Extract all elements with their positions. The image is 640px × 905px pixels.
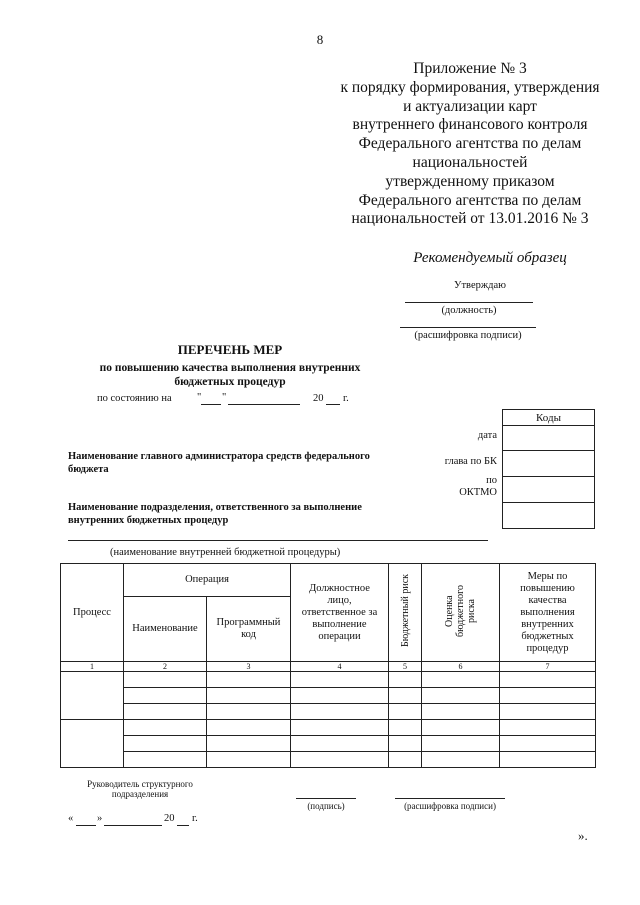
official-header-line: выполнение bbox=[312, 618, 367, 630]
col-number: 7 bbox=[500, 662, 596, 672]
measures-table bbox=[60, 563, 596, 768]
code-date-cell[interactable] bbox=[503, 426, 595, 451]
head-label-line: подразделения bbox=[111, 789, 169, 799]
footer-year-prefix: 20 bbox=[164, 813, 175, 824]
footer-signature-caption: (подпись) bbox=[307, 801, 345, 811]
head-label-line: Руководитель структурного bbox=[87, 779, 193, 789]
appendix-line: Приложение № 3 bbox=[413, 60, 527, 77]
table-cell[interactable] bbox=[422, 704, 500, 720]
footer-year-line bbox=[177, 825, 189, 826]
as-of-quote-open: " bbox=[197, 392, 202, 403]
appendix-line: к порядку формирования, утверждения bbox=[340, 78, 600, 96]
table-cell[interactable] bbox=[389, 672, 422, 688]
official-header-line: лицо, bbox=[327, 594, 352, 606]
table-cell[interactable] bbox=[124, 736, 207, 752]
col-op-code-header bbox=[207, 597, 291, 662]
table-cell[interactable] bbox=[389, 704, 422, 720]
table-cell[interactable] bbox=[422, 736, 500, 752]
table-cell[interactable] bbox=[207, 688, 291, 704]
footer-month-line bbox=[104, 825, 162, 826]
codes-header: Коды bbox=[503, 410, 595, 426]
official-header-line: операции bbox=[318, 630, 361, 642]
as-of-year-suffix: г. bbox=[343, 393, 349, 404]
appendix-line: внутреннего финансового контроля bbox=[352, 116, 588, 134]
col-risk-eval-header bbox=[422, 564, 500, 662]
position-caption: (должность) bbox=[441, 305, 497, 316]
head-label bbox=[60, 779, 220, 799]
oktmo-label-line: ОКТМО bbox=[459, 487, 497, 498]
op-code-header-line: Программный bbox=[216, 617, 281, 628]
table-cell[interactable] bbox=[124, 752, 207, 768]
table-cell[interactable] bbox=[291, 736, 389, 752]
risk-eval-line: Оценка bbox=[444, 594, 455, 627]
table-cell[interactable] bbox=[500, 752, 596, 768]
page-number: 8 bbox=[316, 32, 324, 47]
subtitle-line: по повышению качества выполнения внутренних bbox=[99, 362, 361, 374]
table-cell[interactable] bbox=[389, 720, 422, 736]
procedure-caption: (наименование внутренней бюджетной процедуры) bbox=[110, 547, 341, 558]
as-of-label: по состоянию на bbox=[97, 393, 172, 404]
table-cell[interactable] bbox=[500, 704, 596, 720]
table-cell[interactable] bbox=[207, 672, 291, 688]
table-cell[interactable] bbox=[124, 688, 207, 704]
subtitle-line: бюджетных процедур bbox=[174, 376, 286, 388]
col-number: 5 bbox=[389, 662, 422, 672]
signature-line bbox=[400, 327, 536, 328]
table-cell[interactable] bbox=[291, 752, 389, 768]
table-cell[interactable] bbox=[207, 752, 291, 768]
table-cell[interactable] bbox=[124, 672, 207, 688]
measures-header-line: выполнения bbox=[520, 606, 575, 618]
appendix-line: утвержденному приказом bbox=[385, 172, 555, 190]
col-number: 2 bbox=[124, 662, 207, 672]
as-of-day-line bbox=[201, 404, 221, 405]
oktmo-label-line: по bbox=[486, 475, 497, 486]
col-number: 4 bbox=[291, 662, 389, 672]
table-cell[interactable] bbox=[389, 736, 422, 752]
code-extra-cell[interactable] bbox=[503, 503, 595, 529]
document-title: ПЕРЕЧЕНЬ МЕР bbox=[177, 342, 283, 357]
sample-label: Рекомендуемый образец bbox=[413, 250, 567, 266]
table-cell[interactable] bbox=[422, 752, 500, 768]
table-cell[interactable] bbox=[389, 688, 422, 704]
table-cell[interactable] bbox=[389, 752, 422, 768]
process-cell[interactable] bbox=[61, 720, 124, 768]
risk-eval-header-text bbox=[444, 585, 477, 637]
table-cell[interactable] bbox=[422, 720, 500, 736]
table-cell[interactable] bbox=[291, 720, 389, 736]
admin-label bbox=[68, 450, 370, 476]
code-oktmo-label bbox=[440, 475, 497, 499]
process-cell[interactable] bbox=[61, 672, 124, 720]
measures-header-line: повышению bbox=[520, 582, 575, 594]
table-cell[interactable] bbox=[291, 672, 389, 688]
risk-header-text: Бюджетный риск bbox=[399, 574, 411, 647]
unit-label bbox=[68, 501, 362, 527]
approve-label: Утверждаю bbox=[454, 280, 506, 291]
official-header-line: Должностное bbox=[309, 582, 370, 594]
table-cell[interactable] bbox=[291, 688, 389, 704]
footer-date-quote-open: « bbox=[68, 813, 74, 824]
table-cell[interactable] bbox=[500, 688, 596, 704]
appendix-line: национальностей от 13.01.2016 № 3 bbox=[351, 210, 589, 228]
footer-signature-decode-caption: (расшифровка подписи) bbox=[404, 801, 496, 811]
footer-year-suffix: г. bbox=[192, 813, 198, 824]
footer-date-quote-close: » bbox=[97, 813, 103, 824]
risk-eval-line: риска bbox=[466, 598, 477, 623]
admin-label-line: бюджета bbox=[68, 464, 109, 475]
code-oktmo-cell[interactable] bbox=[503, 477, 595, 503]
col-process-header: Процесс bbox=[61, 564, 124, 662]
table-cell[interactable] bbox=[422, 672, 500, 688]
table-cell[interactable] bbox=[207, 736, 291, 752]
signature-decode-line bbox=[395, 798, 505, 799]
closing-mark: ». bbox=[578, 828, 588, 843]
col-number: 3 bbox=[207, 662, 291, 672]
position-line bbox=[405, 302, 533, 303]
table-cell[interactable] bbox=[124, 720, 207, 736]
col-measures-header bbox=[500, 564, 596, 662]
as-of-quote-close: " bbox=[222, 392, 227, 403]
admin-label-line: Наименование главного администратора средств федерального bbox=[68, 451, 370, 462]
code-bk-cell[interactable] bbox=[503, 451, 595, 477]
unit-label-line: внутренних бюджетных процедур bbox=[68, 515, 229, 526]
as-of-year-line bbox=[326, 404, 340, 405]
table-cell[interactable] bbox=[291, 704, 389, 720]
appendix-line: Федерального агентства по делам bbox=[358, 191, 582, 209]
table-cell[interactable] bbox=[207, 704, 291, 720]
measures-header-line: внутренних bbox=[521, 618, 574, 630]
appendix-block bbox=[300, 60, 640, 229]
unit-label-line: Наименование подразделения, ответственного за выполнение bbox=[68, 502, 362, 513]
table-cell[interactable] bbox=[500, 720, 596, 736]
official-header-line: ответственное за bbox=[301, 606, 378, 618]
col-number: 6 bbox=[422, 662, 500, 672]
risk-eval-line: бюджетного bbox=[455, 584, 466, 637]
col-number: 1 bbox=[61, 662, 124, 672]
appendix-line: Федерального агентства по делам bbox=[358, 135, 582, 153]
codes-table bbox=[502, 409, 595, 529]
col-official-header bbox=[291, 564, 389, 662]
measures-header-line: бюджетных bbox=[521, 630, 574, 642]
document-subtitle bbox=[60, 361, 400, 389]
table-cell[interactable] bbox=[422, 688, 500, 704]
table-cell[interactable] bbox=[500, 672, 596, 688]
appendix-line: и актуализации карт bbox=[403, 97, 537, 115]
signature-caption: (расшифровка подписи) bbox=[414, 330, 522, 341]
code-date-label: дата bbox=[477, 430, 497, 441]
procedure-line bbox=[68, 540, 488, 541]
table-cell[interactable] bbox=[500, 736, 596, 752]
as-of-year-prefix: 20 bbox=[313, 393, 324, 404]
measures-header-line: процедур bbox=[526, 642, 569, 654]
signature-sign-line bbox=[296, 798, 356, 799]
table-cell[interactable] bbox=[207, 720, 291, 736]
as-of-month-line bbox=[228, 404, 300, 405]
col-operation-header: Операция bbox=[124, 564, 291, 597]
footer-day-line bbox=[76, 825, 96, 826]
appendix-line: национальностей bbox=[412, 153, 528, 171]
code-bk-label: глава по БК bbox=[444, 456, 497, 467]
table-cell[interactable] bbox=[124, 704, 207, 720]
col-risk-header bbox=[389, 564, 422, 662]
measures-header-line: качества bbox=[528, 594, 567, 606]
col-op-name-header: Наименование bbox=[124, 597, 207, 662]
op-code-header-line: код bbox=[241, 629, 256, 640]
measures-header-line: Меры по bbox=[527, 570, 568, 582]
